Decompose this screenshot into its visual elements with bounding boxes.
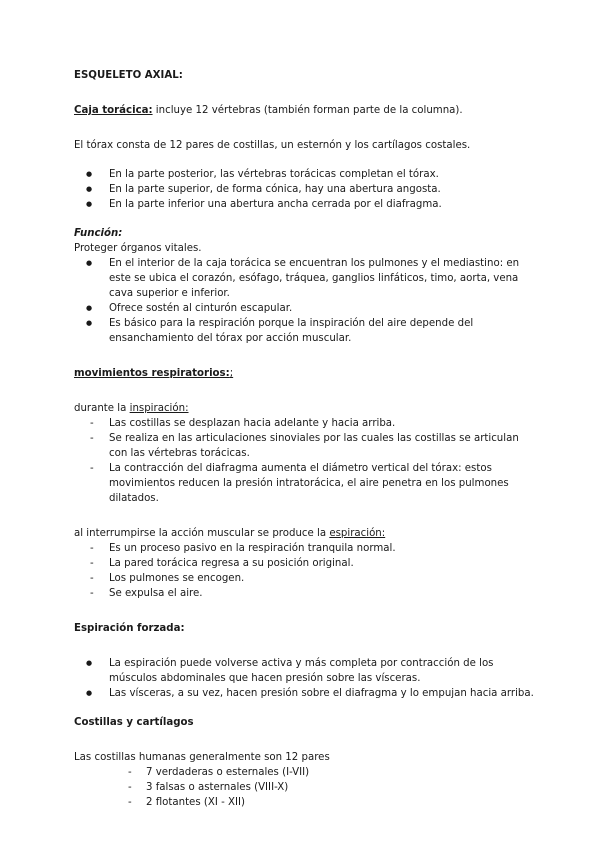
espiracion-lead: al interrumpirse la acción muscular se produce la (74, 528, 330, 539)
inspiracion-lead: durante la (74, 403, 130, 414)
list-item: ● En la parte posterior, las vértebras torácicas completan el tórax. (74, 167, 534, 182)
list-item: ● En la parte superior, de forma cónica, hay una abertura angosta. (74, 182, 534, 197)
movimientos-suffix: ; (229, 368, 234, 379)
funcion-heading: Función: (74, 228, 123, 239)
list-item: - Se expulsa el aire. (74, 586, 534, 601)
espiracion-term: espiración: (329, 528, 386, 539)
funcion-intro: Proteger órganos vitales. (74, 243, 202, 254)
funcion-bullet-list (74, 256, 534, 346)
list-item: ● Ofrece sostén al cinturón escapular. (74, 301, 534, 316)
list-item: ● Las vísceras, a su vez, hacen presión sobre el diafragma y lo empujan hacia arriba. (74, 686, 534, 701)
movimientos-heading-line (74, 366, 534, 381)
forzada-heading: Espiración forzada: (74, 623, 185, 634)
forzada-bullet-list (74, 656, 534, 701)
list-item: ● En la parte inferior una abertura ancha cerrada por el diafragma. (74, 197, 534, 212)
list-item: - La contracción del diafragma aumenta el diámetro vertical del tórax: estos movimientos reducen la presión intratorácica, el aire penetra en los pulmones dilatados. (74, 461, 534, 506)
costillas-intro: Las costillas humanas generalmente son 12 pares (74, 752, 330, 763)
list-item: - La pared torácica regresa a su posición original. (74, 556, 534, 571)
inspiracion-line (74, 401, 534, 416)
movimientos-heading: movimientos respiratorios: (74, 368, 230, 379)
list-item: - Los pulmones se encogen. (74, 571, 534, 586)
torax-bullet-list (74, 167, 534, 212)
list-item: - 3 falsas o asternales (VIII-X) (74, 780, 534, 795)
list-item: - Es un proceso pasivo en la respiración tranquila normal. (74, 541, 534, 556)
list-item: - Se realiza en las articulaciones sinoviales por las cuales las costillas se articulan con las vértebras torácicas. (74, 431, 534, 461)
list-item: - Las costillas se desplazan hacia adelante y hacia arriba. (74, 416, 534, 431)
espiracion-line (74, 526, 534, 541)
list-item: - 7 verdaderas o esternales (I-VII) (74, 765, 534, 780)
list-item: ● Es básico para la respiración porque la inspiración del aire depende del ensanchamiento del tórax por acción muscular. (74, 316, 534, 346)
caja-text: incluye 12 vértebras (también forman parte de la columna). (152, 105, 463, 116)
inspiracion-term: inspiración: (129, 403, 189, 414)
inspiracion-list (74, 416, 534, 506)
espiracion-list (74, 541, 534, 601)
caja-label: Caja torácica: (74, 105, 153, 116)
costillas-list (74, 765, 534, 810)
document-page (74, 68, 534, 810)
costillas-heading: Costillas y cartílagos (74, 717, 194, 728)
list-item: - 2 flotantes (XI - XII) (74, 795, 534, 810)
document-title: ESQUELETO AXIAL: (74, 70, 183, 81)
list-item: ● La espiración puede volverse activa y más completa por contracción de los músculos abdominales que hacen presión sobre las vísceras. (74, 656, 534, 686)
caja-paragraph (74, 103, 534, 118)
torax-paragraph: El tórax consta de 12 pares de costillas, un esternón y los cartílagos costales. (74, 140, 471, 151)
list-item: ● En el interior de la caja torácica se encuentran los pulmones y el mediastino: en este se ubica el corazón, esófago, tráquea, ganglios linfáticos, timo, aorta, vena cava superior e inferior. (74, 256, 534, 301)
